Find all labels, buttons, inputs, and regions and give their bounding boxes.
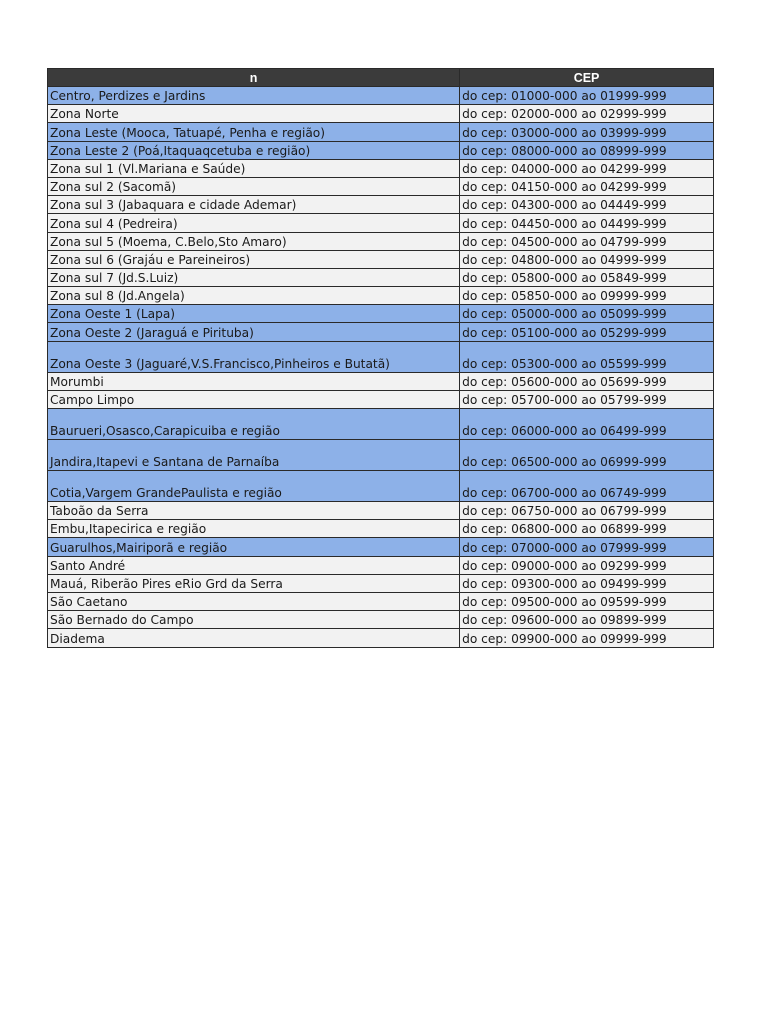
cell-region[interactable]: São Bernado do Campo <box>48 611 460 629</box>
table-row <box>48 305 714 323</box>
cell-region[interactable]: Zona sul 3 (Jabaquara e cidade Ademar) <box>48 196 460 214</box>
table-row <box>48 250 714 268</box>
cell-region[interactable]: Zona Oeste 2 (Jaraguá e Pirituba) <box>48 323 460 341</box>
cell-cep-range[interactable]: do cep: 09600-000 ao 09899-999 <box>460 611 714 629</box>
cell-cep-range[interactable]: do cep: 06000-000 ao 06499-999 <box>460 409 714 440</box>
cell-region[interactable]: Zona Leste 2 (Poá,Itaquaqcetuba e região) <box>48 141 460 159</box>
cell-cep-range[interactable]: do cep: 04500-000 ao 04799-999 <box>460 232 714 250</box>
cell-region[interactable]: Zona Leste (Mooca, Tatuapé, Penha e região) <box>48 123 460 141</box>
cell-cep-range[interactable]: do cep: 01000-000 ao 01999-999 <box>460 87 714 105</box>
cell-region[interactable]: Zona sul 8 (Jd.Angela) <box>48 287 460 305</box>
cell-region[interactable]: Zona sul 7 (Jd.S.Luiz) <box>48 268 460 286</box>
cell-region[interactable]: Morumbi <box>48 372 460 390</box>
cell-region[interactable]: São Caetano <box>48 592 460 610</box>
cell-cep-range[interactable]: do cep: 05600-000 ao 05699-999 <box>460 372 714 390</box>
cell-region[interactable]: Taboão da Serra <box>48 502 460 520</box>
table-row <box>48 390 714 408</box>
cell-region[interactable]: Zona Oeste 1 (Lapa) <box>48 305 460 323</box>
cep-table <box>47 68 714 648</box>
table-row <box>48 538 714 556</box>
cell-cep-range[interactable]: do cep: 09300-000 ao 09499-999 <box>460 574 714 592</box>
table-row <box>48 177 714 195</box>
cell-cep-range[interactable]: do cep: 06700-000 ao 06749-999 <box>460 471 714 502</box>
table-row <box>48 471 714 502</box>
table-row <box>48 123 714 141</box>
cell-region[interactable]: Zona sul 6 (Grajáu e Pareineiros) <box>48 250 460 268</box>
table-row <box>48 105 714 123</box>
cell-cep-range[interactable]: do cep: 05000-000 ao 05099-999 <box>460 305 714 323</box>
cell-region[interactable]: Santo André <box>48 556 460 574</box>
cell-cep-range[interactable]: do cep: 04450-000 ao 04499-999 <box>460 214 714 232</box>
cell-cep-range[interactable]: do cep: 04800-000 ao 04999-999 <box>460 250 714 268</box>
cell-cep-range[interactable]: do cep: 08000-000 ao 08999-999 <box>460 141 714 159</box>
cell-region[interactable]: Cotia,Vargem GrandePaulista e região <box>48 471 460 502</box>
cell-cep-range[interactable]: do cep: 06750-000 ao 06799-999 <box>460 502 714 520</box>
table-row <box>48 440 714 471</box>
table-row <box>48 409 714 440</box>
cell-region[interactable]: Baurueri,Osasco,Carapicuiba e região <box>48 409 460 440</box>
table-row <box>48 574 714 592</box>
table-row <box>48 592 714 610</box>
table-row <box>48 87 714 105</box>
table-row <box>48 611 714 629</box>
table-row <box>48 232 714 250</box>
cell-region[interactable]: Embu,Itapecirica e região <box>48 520 460 538</box>
table-row <box>48 341 714 372</box>
cell-region[interactable]: Campo Limpo <box>48 390 460 408</box>
cell-region[interactable]: Zona Oeste 3 (Jaguaré,V.S.Francisco,Pinheiros e Butatã) <box>48 341 460 372</box>
cell-cep-range[interactable]: do cep: 02000-000 ao 02999-999 <box>460 105 714 123</box>
header-n[interactable]: n <box>48 69 460 87</box>
table-row <box>48 268 714 286</box>
cell-region[interactable]: Centro, Perdizes e Jardins <box>48 87 460 105</box>
header-cep[interactable]: CEP <box>460 69 714 87</box>
cell-cep-range[interactable]: do cep: 09500-000 ao 09599-999 <box>460 592 714 610</box>
cell-cep-range[interactable]: do cep: 05300-000 ao 05599-999 <box>460 341 714 372</box>
table-row <box>48 196 714 214</box>
table-row <box>48 556 714 574</box>
table-row <box>48 159 714 177</box>
cell-cep-range[interactable]: do cep: 05850-000 ao 09999-999 <box>460 287 714 305</box>
cell-cep-range[interactable]: do cep: 06500-000 ao 06999-999 <box>460 440 714 471</box>
cell-region[interactable]: Zona sul 1 (Vl.Mariana e Saúde) <box>48 159 460 177</box>
cell-region[interactable]: Diadema <box>48 629 460 647</box>
cell-cep-range[interactable]: do cep: 05700-000 ao 05799-999 <box>460 390 714 408</box>
table-row <box>48 214 714 232</box>
table-row <box>48 323 714 341</box>
cell-region[interactable]: Zona sul 5 (Moema, C.Belo,Sto Amaro) <box>48 232 460 250</box>
table-row <box>48 520 714 538</box>
cell-region[interactable]: Guarulhos,Mairiporã e região <box>48 538 460 556</box>
cell-cep-range[interactable]: do cep: 09900-000 ao 09999-999 <box>460 629 714 647</box>
table-row <box>48 629 714 647</box>
cell-region[interactable]: Zona Norte <box>48 105 460 123</box>
cell-cep-range[interactable]: do cep: 05100-000 ao 05299-999 <box>460 323 714 341</box>
table-row <box>48 287 714 305</box>
cell-region[interactable]: Zona sul 2 (Sacomã) <box>48 177 460 195</box>
cell-cep-range[interactable]: do cep: 05800-000 ao 05849-999 <box>460 268 714 286</box>
table-row <box>48 141 714 159</box>
cell-region[interactable]: Mauá, Riberão Pires eRio Grd da Serra <box>48 574 460 592</box>
cell-cep-range[interactable]: do cep: 09000-000 ao 09299-999 <box>460 556 714 574</box>
cell-cep-range[interactable]: do cep: 03000-000 ao 03999-999 <box>460 123 714 141</box>
cell-cep-range[interactable]: do cep: 06800-000 ao 06899-999 <box>460 520 714 538</box>
cell-region[interactable]: Zona sul 4 (Pedreira) <box>48 214 460 232</box>
cell-cep-range[interactable]: do cep: 04300-000 ao 04449-999 <box>460 196 714 214</box>
table-body <box>48 87 714 648</box>
table-row <box>48 372 714 390</box>
cell-cep-range[interactable]: do cep: 04000-000 ao 04299-999 <box>460 159 714 177</box>
table-row <box>48 502 714 520</box>
cell-cep-range[interactable]: do cep: 07000-000 ao 07999-999 <box>460 538 714 556</box>
cell-region[interactable]: Jandira,Itapevi e Santana de Parnaíba <box>48 440 460 471</box>
table-header-row <box>48 69 714 87</box>
cell-cep-range[interactable]: do cep: 04150-000 ao 04299-999 <box>460 177 714 195</box>
